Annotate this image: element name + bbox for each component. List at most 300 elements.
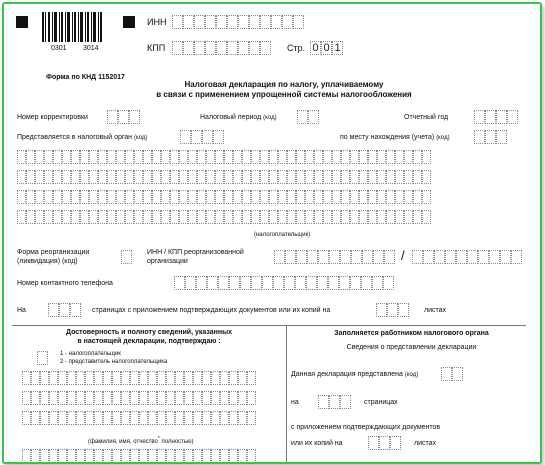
char-cell bbox=[49, 371, 58, 385]
char-cell bbox=[130, 411, 139, 425]
char-cell bbox=[215, 210, 224, 224]
char-cell bbox=[112, 411, 121, 425]
char-cell bbox=[157, 391, 166, 405]
submitted-text: Данная декларация представлена bbox=[291, 371, 403, 378]
char-cell bbox=[211, 371, 220, 385]
char-cell bbox=[314, 190, 323, 204]
char-cell bbox=[58, 391, 67, 405]
char-cell bbox=[413, 150, 422, 164]
char-cell bbox=[323, 170, 332, 184]
cell-row bbox=[17, 190, 431, 204]
char-cell bbox=[22, 371, 31, 385]
office-pages-field[interactable] bbox=[318, 395, 351, 409]
pages-on-label: На bbox=[17, 307, 26, 314]
char-cell bbox=[62, 190, 71, 204]
char-cell bbox=[413, 190, 422, 204]
char-cell bbox=[323, 150, 332, 164]
char-cell bbox=[314, 150, 323, 164]
char-cell bbox=[332, 170, 341, 184]
char-cell bbox=[53, 190, 62, 204]
char-cell bbox=[251, 170, 260, 184]
char-cell bbox=[287, 170, 296, 184]
char-cell bbox=[206, 190, 215, 204]
char-cell bbox=[339, 276, 350, 290]
column-divider bbox=[286, 325, 287, 464]
char-cell bbox=[422, 210, 431, 224]
char-cell bbox=[71, 190, 80, 204]
char-cell bbox=[116, 150, 125, 164]
char-cell bbox=[350, 190, 359, 204]
char-cell bbox=[278, 170, 287, 184]
char-cell bbox=[67, 391, 76, 405]
char-cell bbox=[247, 391, 256, 405]
char-cell bbox=[377, 150, 386, 164]
char-cell bbox=[422, 190, 431, 204]
char-cell bbox=[350, 150, 359, 164]
char-cell bbox=[359, 190, 368, 204]
char-cell bbox=[161, 190, 170, 204]
char-cell bbox=[22, 391, 31, 405]
office-pages-label: страницах bbox=[364, 399, 398, 406]
char-cell bbox=[413, 170, 422, 184]
char-cell bbox=[134, 150, 143, 164]
char-cell bbox=[202, 449, 211, 463]
confirm-title-line2: в настоящей декларации, подтверждаю : bbox=[77, 338, 221, 345]
cell-row bbox=[22, 391, 256, 405]
char-cell bbox=[26, 170, 35, 184]
char-cell bbox=[197, 150, 206, 164]
char-cell bbox=[44, 150, 53, 164]
char-cell bbox=[26, 190, 35, 204]
char-cell bbox=[368, 150, 377, 164]
char-cell bbox=[139, 411, 148, 425]
char-cell bbox=[422, 150, 431, 164]
char-cell bbox=[40, 391, 49, 405]
char-cell bbox=[395, 190, 404, 204]
char-cell bbox=[139, 449, 148, 463]
char-cell bbox=[328, 276, 339, 290]
sheets-count-field[interactable] bbox=[376, 303, 409, 317]
char-cell bbox=[224, 150, 233, 164]
office-copies-label: или их копий на bbox=[291, 440, 343, 447]
char-cell bbox=[242, 170, 251, 184]
char-cell bbox=[185, 276, 196, 290]
char-cell bbox=[89, 210, 98, 224]
page-number-field[interactable] bbox=[310, 41, 343, 55]
tax-period-label bbox=[200, 114, 277, 121]
char-cell bbox=[116, 210, 125, 224]
char-cell bbox=[296, 190, 305, 204]
office-on-label: на bbox=[291, 399, 299, 406]
inn-field[interactable] bbox=[172, 15, 304, 29]
report-year-label: Отчетный год bbox=[404, 114, 449, 121]
char-cell bbox=[107, 150, 116, 164]
signer-name-extra-row[interactable] bbox=[22, 449, 256, 463]
char-cell bbox=[238, 371, 247, 385]
char-cell bbox=[121, 391, 130, 405]
report-year-field[interactable] bbox=[474, 110, 518, 124]
location-code-hint: (код) bbox=[436, 135, 450, 141]
char-cell bbox=[404, 170, 413, 184]
char-cell bbox=[125, 190, 134, 204]
char-cell bbox=[211, 411, 220, 425]
char-cell bbox=[103, 411, 112, 425]
char-cell bbox=[184, 391, 193, 405]
char-cell bbox=[260, 190, 269, 204]
char-cell bbox=[332, 210, 341, 224]
char-cell bbox=[148, 411, 157, 425]
char-cell bbox=[184, 411, 193, 425]
char-cell bbox=[211, 449, 220, 463]
char-cell bbox=[143, 210, 152, 224]
phone-label: Номер контактного телефона bbox=[17, 280, 113, 287]
char-cell bbox=[170, 170, 179, 184]
correction-number-label: Номер корректировки bbox=[17, 114, 88, 121]
char-cell bbox=[269, 150, 278, 164]
char-cell bbox=[247, 411, 256, 425]
char-cell bbox=[94, 449, 103, 463]
char-cell bbox=[62, 210, 71, 224]
char-cell bbox=[175, 391, 184, 405]
tax-authority-field[interactable] bbox=[180, 130, 224, 144]
submitted-code-field[interactable] bbox=[441, 367, 463, 381]
char-cell bbox=[130, 449, 139, 463]
char-cell bbox=[116, 190, 125, 204]
char-cell bbox=[67, 449, 76, 463]
char-cell bbox=[98, 150, 107, 164]
char-cell bbox=[26, 210, 35, 224]
char-cell bbox=[31, 371, 40, 385]
char-cell bbox=[206, 170, 215, 184]
location-field[interactable] bbox=[474, 130, 507, 144]
tax-period-code-hint: (код) bbox=[263, 115, 277, 121]
char-cell bbox=[17, 210, 26, 224]
page-label: Стр. bbox=[287, 43, 306, 53]
char-cell bbox=[372, 276, 383, 290]
char-cell bbox=[386, 190, 395, 204]
char-cell bbox=[251, 276, 262, 290]
char-cell bbox=[134, 190, 143, 204]
char-cell bbox=[161, 170, 170, 184]
char-cell bbox=[71, 150, 80, 164]
char-cell bbox=[404, 150, 413, 164]
char-cell bbox=[207, 276, 218, 290]
char-cell bbox=[71, 210, 80, 224]
char-cell bbox=[188, 170, 197, 184]
char-cell bbox=[296, 170, 305, 184]
char-cell bbox=[260, 170, 269, 184]
tax-period-field[interactable] bbox=[297, 110, 319, 124]
char-cell bbox=[383, 276, 394, 290]
reorg-inn-field[interactable] bbox=[274, 250, 395, 264]
char-cell bbox=[125, 150, 134, 164]
char-cell bbox=[89, 150, 98, 164]
char-cell bbox=[71, 170, 80, 184]
barcode-number-left: 0301 bbox=[51, 45, 67, 52]
char-cell bbox=[58, 449, 67, 463]
char-cell bbox=[179, 210, 188, 224]
char-cell bbox=[98, 170, 107, 184]
char-cell bbox=[395, 170, 404, 184]
char-cell bbox=[229, 371, 238, 385]
char-cell bbox=[341, 170, 350, 184]
char-cell bbox=[112, 391, 121, 405]
pages-end-text: листах bbox=[424, 307, 447, 314]
char-cell bbox=[94, 391, 103, 405]
char-cell bbox=[98, 210, 107, 224]
char-cell bbox=[377, 170, 386, 184]
char-cell bbox=[368, 170, 377, 184]
char-cell bbox=[306, 276, 317, 290]
char-cell bbox=[240, 276, 251, 290]
char-cell bbox=[220, 371, 229, 385]
location-text: по месту нахождения (учета) bbox=[340, 134, 435, 141]
corner-marker-left bbox=[16, 16, 28, 28]
char-cell bbox=[170, 190, 179, 204]
char-cell bbox=[103, 449, 112, 463]
declaration-form-page bbox=[2, 2, 542, 464]
kpp-field[interactable] bbox=[172, 41, 271, 55]
char-cell bbox=[287, 150, 296, 164]
char-cell bbox=[143, 170, 152, 184]
char-cell bbox=[40, 371, 49, 385]
tax-period-text: Налоговый период bbox=[200, 114, 262, 121]
fio-caption bbox=[88, 436, 193, 445]
char-cell bbox=[341, 190, 350, 204]
char-cell bbox=[143, 150, 152, 164]
pages-count-field[interactable] bbox=[48, 303, 81, 317]
char-cell bbox=[273, 276, 284, 290]
cell-row bbox=[17, 210, 431, 224]
tax-authority-text: Представляется в налоговый орган bbox=[17, 134, 133, 141]
char-cell bbox=[220, 411, 229, 425]
char-cell bbox=[386, 170, 395, 184]
char-cell bbox=[175, 411, 184, 425]
char-cell bbox=[242, 150, 251, 164]
char-cell bbox=[368, 190, 377, 204]
char-cell bbox=[161, 210, 170, 224]
char-cell bbox=[143, 190, 152, 204]
char-cell bbox=[269, 170, 278, 184]
char-cell bbox=[197, 190, 206, 204]
section-divider bbox=[12, 325, 526, 326]
fio-footnote-star: * bbox=[157, 436, 160, 442]
office-with-docs-label: с приложением подтверждающих документов bbox=[291, 424, 441, 431]
char-cell bbox=[152, 170, 161, 184]
phone-field[interactable] bbox=[174, 276, 394, 290]
char-cell bbox=[202, 391, 211, 405]
char-cell bbox=[67, 411, 76, 425]
char-cell bbox=[242, 190, 251, 204]
char-cell bbox=[76, 449, 85, 463]
char-cell bbox=[121, 449, 130, 463]
char-cell bbox=[359, 150, 368, 164]
office-sheets-field[interactable] bbox=[368, 436, 401, 450]
char-cell bbox=[166, 391, 175, 405]
page-digit: 0 bbox=[321, 41, 332, 55]
char-cell bbox=[85, 391, 94, 405]
pages-middle-text: страницах с приложением подтверждающих документов или их копий на bbox=[92, 307, 331, 314]
char-cell bbox=[224, 170, 233, 184]
char-cell bbox=[35, 170, 44, 184]
char-cell bbox=[314, 170, 323, 184]
char-cell bbox=[130, 391, 139, 405]
kpp-label: КПП bbox=[147, 43, 166, 53]
char-cell bbox=[305, 150, 314, 164]
char-cell bbox=[175, 449, 184, 463]
page-digit: 1 bbox=[332, 41, 343, 55]
char-cell bbox=[229, 411, 238, 425]
char-cell bbox=[22, 411, 31, 425]
char-cell bbox=[359, 210, 368, 224]
cell-row bbox=[22, 411, 256, 425]
char-cell bbox=[53, 150, 62, 164]
location-label bbox=[340, 134, 450, 141]
char-cell bbox=[247, 371, 256, 385]
char-cell bbox=[152, 210, 161, 224]
char-cell bbox=[278, 150, 287, 164]
char-cell bbox=[395, 150, 404, 164]
char-cell bbox=[233, 170, 242, 184]
char-cell bbox=[139, 371, 148, 385]
signer-type-field[interactable] bbox=[37, 351, 48, 365]
barcode-number-right: 3014 bbox=[83, 45, 99, 52]
reorg-form-field[interactable] bbox=[121, 250, 132, 264]
char-cell bbox=[107, 190, 116, 204]
char-cell bbox=[422, 170, 431, 184]
char-cell bbox=[157, 371, 166, 385]
char-cell bbox=[40, 449, 49, 463]
char-cell bbox=[157, 411, 166, 425]
char-cell bbox=[211, 391, 220, 405]
char-cell bbox=[295, 276, 306, 290]
char-cell bbox=[175, 371, 184, 385]
char-cell bbox=[166, 449, 175, 463]
char-cell bbox=[49, 411, 58, 425]
char-cell bbox=[287, 190, 296, 204]
char-cell bbox=[224, 210, 233, 224]
char-cell bbox=[278, 210, 287, 224]
char-cell bbox=[125, 170, 134, 184]
char-cell bbox=[44, 190, 53, 204]
char-cell bbox=[85, 449, 94, 463]
char-cell bbox=[184, 371, 193, 385]
reorg-kpp-field[interactable] bbox=[412, 250, 522, 264]
office-sheets-label: листах bbox=[414, 440, 437, 447]
char-cell bbox=[197, 210, 206, 224]
char-cell bbox=[148, 371, 157, 385]
fio-caption-text-1: (фамилия, имя, отчество bbox=[88, 439, 158, 445]
char-cell bbox=[121, 411, 130, 425]
char-cell bbox=[98, 190, 107, 204]
char-cell bbox=[188, 190, 197, 204]
char-cell bbox=[188, 210, 197, 224]
char-cell bbox=[22, 449, 31, 463]
barcode-image bbox=[42, 12, 104, 42]
tax-authority-code-hint: (код) bbox=[134, 135, 148, 141]
char-cell bbox=[80, 150, 89, 164]
char-cell bbox=[305, 190, 314, 204]
char-cell bbox=[166, 411, 175, 425]
char-cell bbox=[89, 170, 98, 184]
char-cell bbox=[262, 276, 273, 290]
char-cell bbox=[31, 411, 40, 425]
signer-option-2: 2 - представитель налогоплательщика bbox=[60, 359, 168, 365]
char-cell bbox=[193, 411, 202, 425]
char-cell bbox=[413, 210, 422, 224]
char-cell bbox=[395, 210, 404, 224]
taxpayer-caption: (налогоплательщик) bbox=[254, 232, 311, 238]
char-cell bbox=[238, 411, 247, 425]
char-cell bbox=[112, 449, 121, 463]
char-cell bbox=[148, 391, 157, 405]
char-cell bbox=[116, 170, 125, 184]
char-cell bbox=[157, 449, 166, 463]
char-cell bbox=[184, 449, 193, 463]
char-cell bbox=[58, 371, 67, 385]
char-cell bbox=[152, 190, 161, 204]
char-cell bbox=[251, 150, 260, 164]
char-cell bbox=[85, 411, 94, 425]
form-title-line2: в связи с применением упрощенной системы налогообложения bbox=[156, 90, 412, 99]
char-cell bbox=[31, 391, 40, 405]
char-cell bbox=[31, 449, 40, 463]
char-cell bbox=[206, 210, 215, 224]
char-cell bbox=[49, 391, 58, 405]
submitted-code-hint: (код) bbox=[404, 372, 419, 378]
char-cell bbox=[166, 371, 175, 385]
char-cell bbox=[242, 210, 251, 224]
char-cell bbox=[58, 411, 67, 425]
char-cell bbox=[89, 190, 98, 204]
char-cell bbox=[368, 210, 377, 224]
char-cell bbox=[332, 150, 341, 164]
char-cell bbox=[35, 210, 44, 224]
char-cell bbox=[269, 190, 278, 204]
char-cell bbox=[17, 170, 26, 184]
char-cell bbox=[287, 210, 296, 224]
signer-option-1: 1 - налогоплательщик bbox=[60, 351, 121, 357]
char-cell bbox=[361, 276, 372, 290]
char-cell bbox=[350, 170, 359, 184]
char-cell bbox=[317, 276, 328, 290]
char-cell bbox=[62, 150, 71, 164]
char-cell bbox=[107, 170, 116, 184]
char-cell bbox=[233, 190, 242, 204]
char-cell bbox=[134, 210, 143, 224]
char-cell bbox=[215, 170, 224, 184]
cell-row bbox=[17, 170, 431, 184]
form-knd-code: Форма по КНД 1152017 bbox=[46, 74, 125, 81]
office-title: Заполняется работником налогового органа bbox=[334, 330, 489, 337]
tax-authority-label bbox=[17, 134, 147, 141]
char-cell bbox=[215, 150, 224, 164]
char-cell bbox=[206, 150, 215, 164]
char-cell bbox=[305, 210, 314, 224]
char-cell bbox=[193, 449, 202, 463]
submitted-label bbox=[291, 371, 418, 378]
cell-row bbox=[22, 371, 256, 385]
char-cell bbox=[224, 190, 233, 204]
char-cell bbox=[197, 170, 206, 184]
char-cell bbox=[170, 210, 179, 224]
inn-label: ИНН bbox=[147, 17, 167, 27]
char-cell bbox=[247, 449, 256, 463]
correction-number-field[interactable] bbox=[107, 110, 140, 124]
char-cell bbox=[17, 150, 26, 164]
char-cell bbox=[404, 210, 413, 224]
char-cell bbox=[103, 391, 112, 405]
